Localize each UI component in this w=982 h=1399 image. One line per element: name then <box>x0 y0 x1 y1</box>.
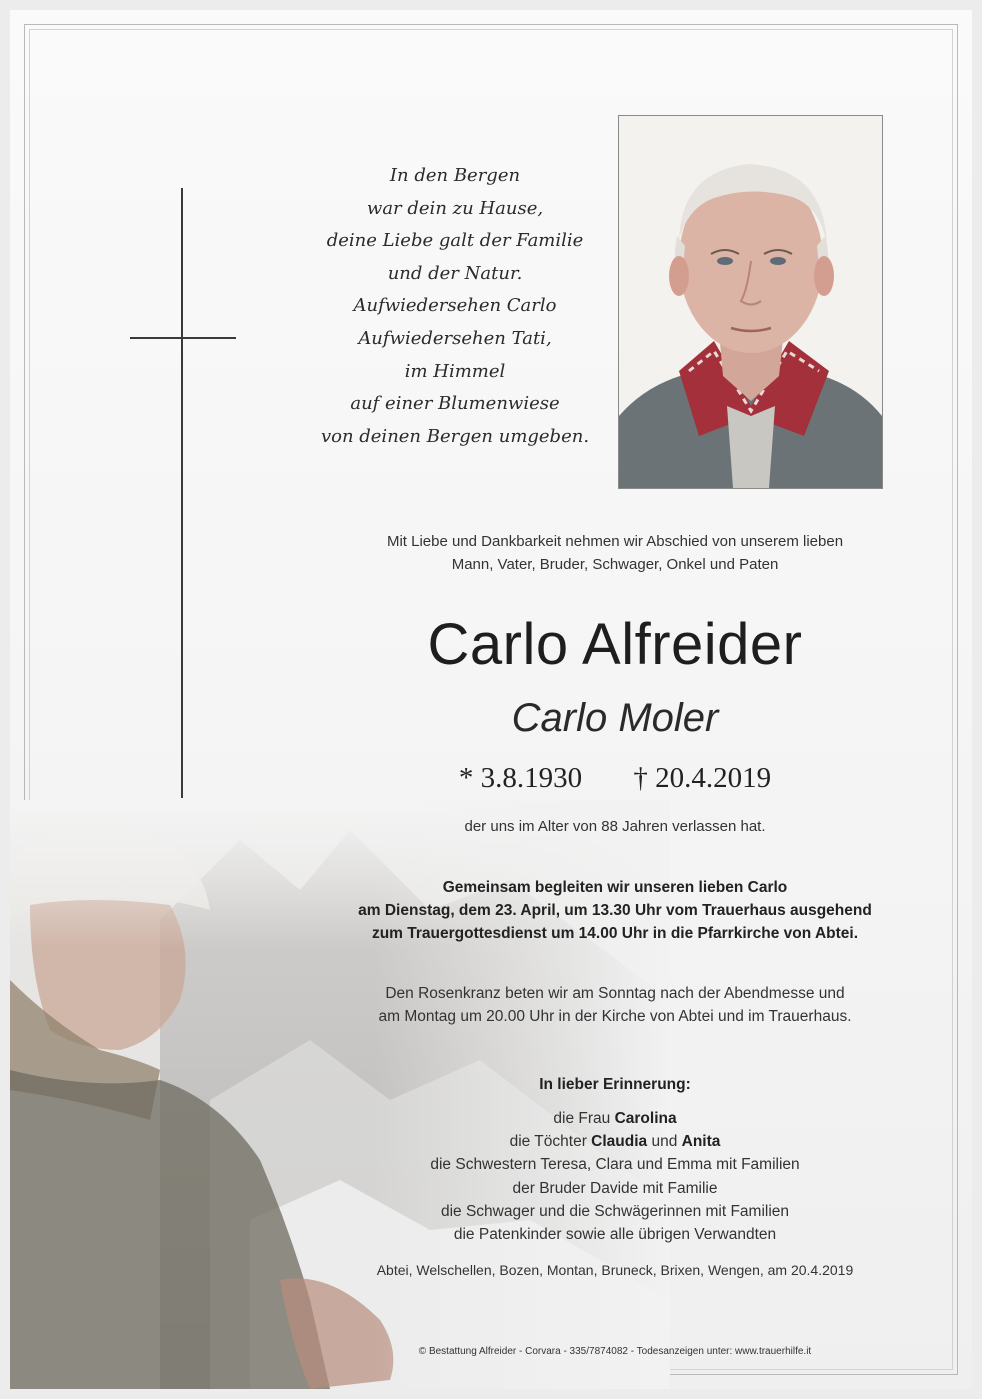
family-line: der Bruder Davide mit Familie <box>512 1179 718 1197</box>
family-line: die Schwestern Teresa, Clara und Emma mit Familien <box>430 1156 800 1174</box>
poem-line: Aufwiedersehen Carlo <box>353 295 557 317</box>
life-dates <box>310 760 920 796</box>
wife-prefix: die Frau <box>553 1110 615 1127</box>
family-list <box>310 1107 920 1246</box>
ceremony-line: Gemeinsam begleiten wir unseren lieben Carlo <box>442 879 788 896</box>
daughters-and: und <box>647 1133 682 1151</box>
intro-text <box>310 530 920 576</box>
ceremony-line: am Dienstag, dem 23. April, um 13.30 Uhr vom Trauerhaus ausgehend <box>358 902 872 919</box>
memory-title: In lieber Erinnerung: <box>539 1076 691 1093</box>
place-date: Abtei, Welschellen, Bozen, Montan, Bruneck, Brixen, Wengen, am 20.4.2019 <box>376 1262 854 1278</box>
poem-line: Aufwiedersehen Tati, <box>358 327 552 349</box>
poem-line: war dein zu Hause, <box>366 197 544 219</box>
wife-name: Carolina <box>614 1110 677 1127</box>
ceremony-line: zum Trauergottesdienst um 14.00 Uhr in die Pfarrkirche von Abtei. <box>371 925 859 942</box>
daughters-prefix: die Töchter <box>509 1133 592 1151</box>
family-line: die Patenkinder sowie alle übrigen Verwandten <box>453 1226 777 1244</box>
poem-line: In den Bergen <box>389 165 521 186</box>
deceased-name: Carlo Alfreider <box>427 612 803 677</box>
poem-line: auf einer Blumenwiese <box>350 393 560 415</box>
birth-date: * 3.8.1930 <box>458 762 583 794</box>
daughter-name: Anita <box>681 1133 721 1151</box>
intro-line: Mit Liebe und Dankbarkeit nehmen wir Abschied von unserem lieben <box>386 533 844 550</box>
family-line: die Schwager und die Schwägerinnen mit Familien <box>440 1202 790 1220</box>
poem <box>290 160 620 453</box>
cross-horizontal-bar <box>130 337 236 339</box>
rosary-line: am Montag um 20.00 Uhr in der Kirche von Abtei und im Trauerhaus. <box>378 1008 852 1025</box>
poem-line: von deinen Bergen umgeben. <box>320 425 590 447</box>
age-line: der uns im Alter von 88 Jahren verlassen hat. <box>464 818 766 835</box>
family-wife <box>310 1107 920 1130</box>
poem-line: deine Liebe galt der Familie <box>326 230 584 252</box>
deceased-nickname: Carlo Moler <box>511 696 719 740</box>
family-daughters <box>310 1130 920 1153</box>
rosary-line: Den Rosenkranz beten wir am Sonntag nach der Abendmesse und <box>385 985 845 1002</box>
portrait-photo <box>618 115 883 489</box>
poem-line: im Himmel <box>404 360 506 382</box>
daughter-name: Claudia <box>591 1133 648 1151</box>
cross-vertical-bar <box>181 188 183 798</box>
poem-line: und der Natur. <box>387 262 523 284</box>
rosary-text <box>310 982 920 1028</box>
footer-credit: © Bestattung Alfreider - Corvara - 335/7874082 - Todesanzeigen unter: www.trauerhilfe.it <box>418 1346 812 1357</box>
portrait-illustration <box>619 116 882 488</box>
ceremony-text <box>310 876 920 945</box>
intro-line: Mann, Vater, Bruder, Schwager, Onkel und Paten <box>451 556 779 573</box>
obituary-sheet <box>10 10 972 1389</box>
death-date: † 20.4.2019 <box>633 762 772 794</box>
